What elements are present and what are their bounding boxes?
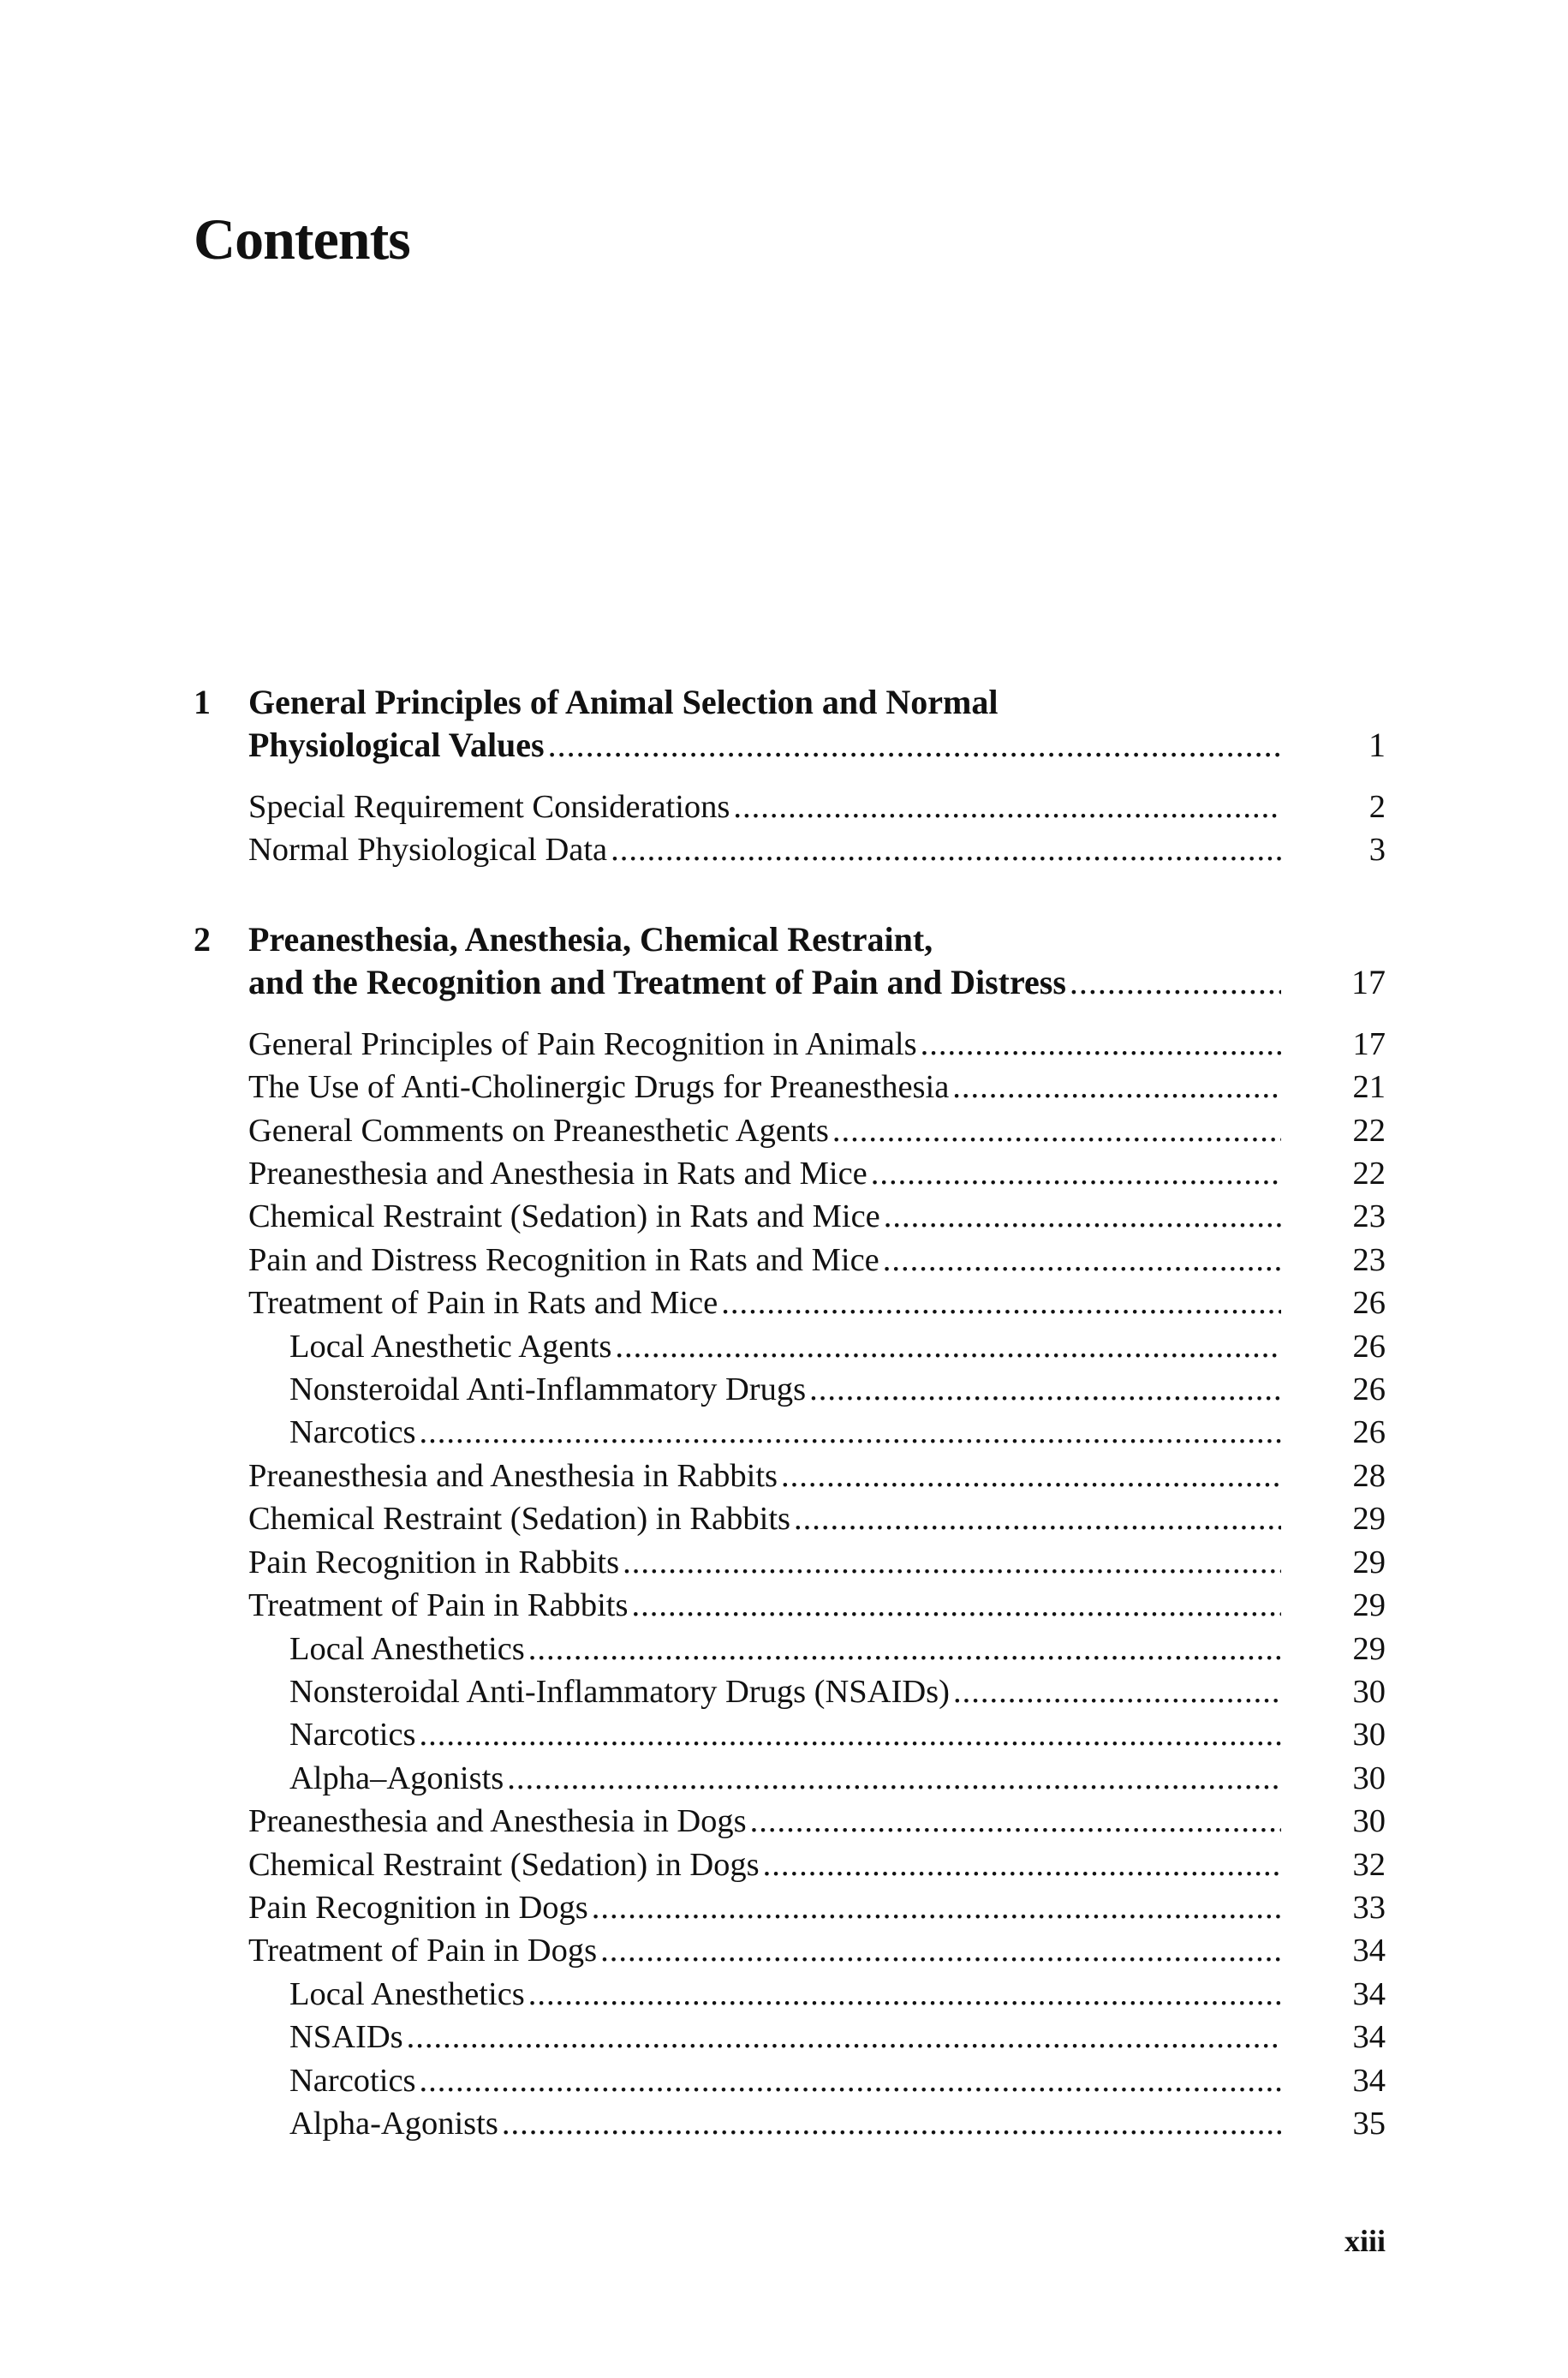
page-number: 26 bbox=[1352, 1328, 1386, 1365]
toc-subentry[interactable] bbox=[194, 1325, 1386, 1368]
entry-label: Treatment of Pain in Rabbits bbox=[248, 1587, 629, 1624]
entry-label: Treatment of Pain in Rats and Mice bbox=[248, 1285, 718, 1322]
chapter-title-line: Preanesthesia, Anesthesia, Chemical Restraint, bbox=[248, 919, 933, 959]
toc-entry[interactable] bbox=[194, 1239, 1386, 1282]
entry-label: Local Anesthetics bbox=[289, 1630, 525, 1667]
toc-entry[interactable] bbox=[194, 1455, 1386, 1497]
entry-label: Preanesthesia and Anesthesia in Rats and Mice bbox=[248, 1156, 867, 1192]
toc-entry[interactable] bbox=[194, 1929, 1386, 1972]
chapter-1 bbox=[194, 681, 1386, 872]
dot-leader bbox=[883, 1239, 1281, 1282]
toc-subentry[interactable] bbox=[194, 2102, 1386, 2145]
page-number: 30 bbox=[1352, 1803, 1386, 1840]
toc-entry[interactable] bbox=[194, 1541, 1386, 1584]
entry-label: The Use of Anti-Cholinergic Drugs for Preanesthesia bbox=[248, 1069, 950, 1106]
dot-leader bbox=[832, 1109, 1281, 1152]
dot-leader bbox=[615, 1325, 1281, 1368]
toc-entry[interactable] bbox=[194, 1152, 1386, 1195]
dot-leader bbox=[507, 1757, 1281, 1800]
entry-label: Narcotics bbox=[289, 1717, 416, 1754]
dot-leader bbox=[781, 1455, 1281, 1497]
toc-subentry[interactable] bbox=[194, 2059, 1386, 2102]
toc-entry[interactable] bbox=[194, 1497, 1386, 1540]
dot-leader bbox=[631, 1584, 1281, 1627]
chapter-2 bbox=[194, 918, 1386, 2146]
toc-subentry[interactable] bbox=[194, 1973, 1386, 2016]
page-number: 26 bbox=[1352, 1371, 1386, 1408]
entry-label: Treatment of Pain in Dogs bbox=[248, 1933, 598, 1969]
chapter-title-entry[interactable] bbox=[194, 724, 1386, 767]
page-number: 35 bbox=[1352, 2105, 1386, 2142]
toc-entry[interactable] bbox=[194, 1584, 1386, 1627]
dot-leader bbox=[502, 2102, 1281, 2145]
dot-leader bbox=[1070, 961, 1281, 1004]
dot-leader bbox=[809, 1368, 1281, 1411]
page-number: 17 bbox=[1352, 1025, 1386, 1062]
chapter-title-entry[interactable] bbox=[194, 961, 1386, 1004]
chapter-title-line: Physiological Values bbox=[248, 726, 545, 764]
dot-leader bbox=[420, 1713, 1281, 1756]
page-number: 3 bbox=[1368, 832, 1386, 869]
page-number: 29 bbox=[1352, 1587, 1386, 1624]
entry-label: Nonsteroidal Anti-Inflammatory Drugs (NSAIDs) bbox=[289, 1673, 950, 1710]
chapter-number: 2 bbox=[194, 919, 211, 959]
page-number: 29 bbox=[1352, 1630, 1386, 1667]
entry-label: Alpha-Agonists bbox=[289, 2105, 498, 2142]
entry-label: Nonsteroidal Anti-Inflammatory Drugs bbox=[289, 1371, 807, 1408]
toc-entry[interactable] bbox=[194, 786, 1386, 828]
entry-label: Narcotics bbox=[289, 1414, 416, 1451]
page-folio: xiii bbox=[1344, 2224, 1386, 2258]
dot-leader bbox=[600, 1929, 1281, 1972]
toc-entry[interactable] bbox=[194, 828, 1386, 871]
page-number: 34 bbox=[1352, 2019, 1386, 2056]
page-number: 30 bbox=[1352, 1717, 1386, 1754]
entry-label: Narcotics bbox=[289, 2062, 416, 2099]
toc-entry[interactable] bbox=[194, 1843, 1386, 1886]
toc-entry[interactable] bbox=[194, 1800, 1386, 1843]
entry-label: General Comments on Preanesthetic Agents bbox=[248, 1112, 829, 1149]
page-number: 21 bbox=[1352, 1069, 1386, 1106]
entry-label: Special Requirement Considerations bbox=[248, 789, 730, 825]
dot-leader bbox=[871, 1152, 1281, 1195]
dot-leader bbox=[884, 1195, 1281, 1238]
entry-label: Pain and Distress Recognition in Rats and Mice bbox=[248, 1241, 879, 1278]
toc-subentry[interactable] bbox=[194, 1628, 1386, 1670]
dot-leader bbox=[750, 1800, 1281, 1843]
toc-entry[interactable] bbox=[194, 1109, 1386, 1152]
page-number: 29 bbox=[1352, 1501, 1386, 1538]
page-number: 29 bbox=[1352, 1544, 1386, 1580]
entry-label: Pain Recognition in Rabbits bbox=[248, 1544, 620, 1580]
page-number: 30 bbox=[1352, 1760, 1386, 1796]
dot-leader bbox=[763, 1843, 1281, 1886]
entry-label: Normal Physiological Data bbox=[248, 832, 608, 869]
dot-leader bbox=[733, 786, 1281, 828]
page-number: 34 bbox=[1352, 2062, 1386, 2099]
page-number: 17 bbox=[1351, 962, 1386, 1001]
dot-leader bbox=[420, 2059, 1281, 2102]
page-number: 1 bbox=[1368, 726, 1386, 764]
dot-leader bbox=[721, 1282, 1281, 1324]
entry-label: Local Anesthetics bbox=[289, 1975, 525, 2012]
dot-leader bbox=[420, 1411, 1281, 1454]
page-title: Contents bbox=[194, 206, 410, 272]
dot-leader bbox=[952, 1066, 1281, 1108]
dot-leader bbox=[794, 1497, 1281, 1540]
dot-leader bbox=[407, 2016, 1281, 2058]
entry-label: General Principles of Pain Recognition in Animals bbox=[248, 1025, 917, 1062]
toc-entry[interactable] bbox=[194, 1195, 1386, 1238]
entry-label: Chemical Restraint (Sedation) in Rabbits bbox=[248, 1501, 790, 1538]
toc-entry[interactable] bbox=[194, 1282, 1386, 1324]
page-number: 34 bbox=[1352, 1975, 1386, 2012]
page-number: 26 bbox=[1352, 1414, 1386, 1451]
entry-label: Pain Recognition in Dogs bbox=[248, 1889, 588, 1926]
entry-label: NSAIDs bbox=[289, 2019, 403, 2056]
toc-subentry[interactable] bbox=[194, 2016, 1386, 2058]
dot-leader bbox=[528, 1628, 1281, 1670]
page-number: 23 bbox=[1352, 1198, 1386, 1235]
dot-leader bbox=[592, 1886, 1281, 1929]
entry-label: Chemical Restraint (Sedation) in Dogs bbox=[248, 1846, 760, 1883]
page-number: 22 bbox=[1352, 1112, 1386, 1149]
entry-label: Preanesthesia and Anesthesia in Rabbits bbox=[248, 1457, 778, 1494]
toc-subentry[interactable] bbox=[194, 1757, 1386, 1800]
chapter-number: 1 bbox=[194, 683, 211, 721]
toc-entry[interactable] bbox=[194, 1066, 1386, 1108]
entry-label: Local Anesthetic Agents bbox=[289, 1328, 612, 1365]
toc-entry[interactable] bbox=[194, 1023, 1386, 1066]
toc-subentry[interactable] bbox=[194, 1713, 1386, 1756]
page-number: 22 bbox=[1352, 1156, 1386, 1192]
dot-leader bbox=[548, 724, 1281, 767]
page-number: 28 bbox=[1352, 1457, 1386, 1494]
toc-subentry[interactable] bbox=[194, 1368, 1386, 1411]
page-number: 26 bbox=[1352, 1285, 1386, 1322]
entry-label: Alpha–Agonists bbox=[289, 1760, 504, 1796]
page-number: 2 bbox=[1368, 789, 1386, 825]
entry-label: Chemical Restraint (Sedation) in Rats and Mice bbox=[248, 1198, 880, 1235]
chapter-title-line: General Principles of Animal Selection and Normal bbox=[248, 683, 999, 721]
dot-leader bbox=[528, 1973, 1281, 2016]
entry-label: Preanesthesia and Anesthesia in Dogs bbox=[248, 1803, 747, 1840]
page-number: 34 bbox=[1352, 1933, 1386, 1969]
dot-leader bbox=[611, 828, 1281, 871]
dot-leader bbox=[953, 1670, 1281, 1713]
page-number: 32 bbox=[1352, 1846, 1386, 1883]
toc-subentry[interactable] bbox=[194, 1670, 1386, 1713]
toc-subentry[interactable] bbox=[194, 1411, 1386, 1454]
table-of-contents bbox=[194, 681, 1386, 2145]
page-number: 30 bbox=[1352, 1673, 1386, 1710]
chapter-title-line: and the Recognition and Treatment of Pain and Distress bbox=[248, 962, 1066, 1001]
dot-leader bbox=[921, 1023, 1281, 1066]
toc-entry[interactable] bbox=[194, 1886, 1386, 1929]
page-number: 33 bbox=[1352, 1889, 1386, 1926]
page-number: 23 bbox=[1352, 1241, 1386, 1278]
dot-leader bbox=[623, 1541, 1281, 1584]
